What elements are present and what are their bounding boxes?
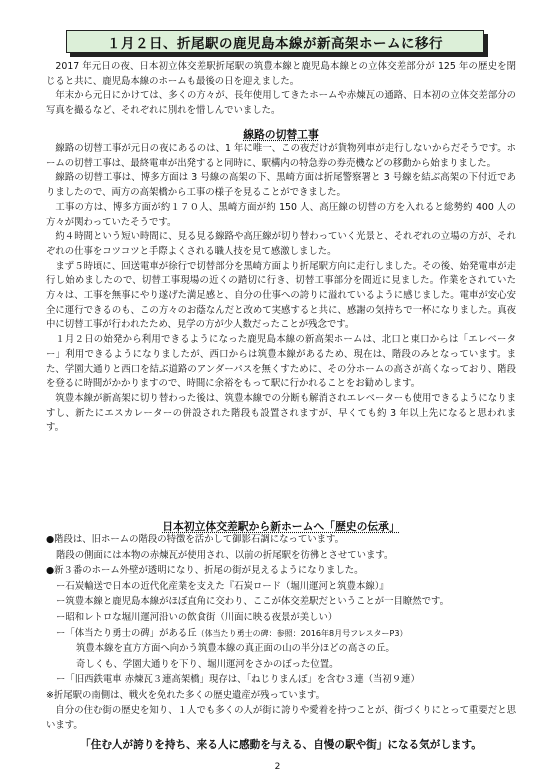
list-item: [46, 626, 516, 642]
section-heading: 線路の切替工事: [243, 128, 319, 141]
article-title: １月２日、折尾駅の鹿児島本線が新高架ホームに移行: [107, 35, 443, 52]
body-paragraph: 約４時間という短い時間に、見る見る線路や高圧線が切り替わっていく光景と、それぞれの立場の方が、それぞれの仕事をコツコツと手際よくされる職人技を見て感激しました。: [46, 231, 516, 257]
section-construction-body: [46, 142, 516, 436]
list-item: ー石炭輸送で日本の近代化産業を支えた『石炭ロード（堀川運河と筑豊本線）』: [56, 580, 389, 592]
history-list: [46, 532, 516, 704]
list-item: ー「旧西鉄電車 赤煉瓦３連高架橋」現存は、「ねじりまんぽ」を含む３連（当初９連）: [56, 674, 420, 686]
body-paragraph: 筑豊本線が新高架に切り替わった後は、筑豊本線での分断も解消されエレベーターも使用できるようになりますし、新たにエスカレーターの併設された階段も設置されますが、早くても約 3 年以上先になると思われます。: [46, 392, 516, 434]
list-item: 奇しくも、学園大通りを下り、堀川運河をさかのぼった位置。: [76, 658, 339, 670]
body-paragraph: １月２日の始発から利用できるようになった鹿児島本線の新高架ホームは、北口と東口からは「エレベーター」利用できるようになりましたが、西口からは筑豊本線があるため、現在は、階段のみとなっています。また、学園大通りと西口を結ぶ道路のアンダーパスを無くすために、その分ホームの高さが高くなっており、階段を登るに時間がかかりますので、時間に余裕をもって駅に行かれることをお勧めします。: [46, 334, 516, 390]
body-paragraph: まず５時頃に、回送電車が徐行で切替部分を黒崎方面より折尾駅方向に走行しました。その後、始発電車が走行し始めましたので、切替工事現場の近くの踏切に行き、切替工事部分を間近に見ました。作業をされていた方々は、工事を無事にやり遂げた満足感と、自分の仕事への誇りに溢れているように感じました。電車が安心安全に運行できるのも、この方々のお蔭なんだと改めて実感すると共に、感謝の気持ちで一杯になりました。真夜中に切替工事が行われたため、見学の方が少人数だったことが残念です。: [46, 260, 516, 331]
body-paragraph: 線路の切替工事が元日の夜にあるのは、1 年に唯一、この夜だけが貨物列車が走行しないからだそうです。ホームの切替工事は、最終電車が出発すると同時に、駅構内の特急券の券売機などの移動から始まりました。: [46, 143, 516, 169]
closing-statement-block: [46, 737, 516, 752]
list-item: ●階段は、旧ホームの階段の特徴を活かして御影石調になっています。: [46, 534, 345, 545]
closing-paragraph: 自分の住む街の歴史を知り、１人でも多くの人が街に誇りや愛着を持つことが、街づくりにとって重要だと思います。: [46, 705, 516, 731]
intro-block: [46, 60, 516, 119]
list-item: 筑豊本線を直方方面へ向かう筑豊本線の真正面の山の半分ほどの高さの丘。: [76, 643, 395, 655]
closing-block: [46, 704, 516, 733]
list-item-text: ー「体当たり勇士の碑」がある丘: [56, 627, 197, 639]
section-heading: 日本初立体交差駅から新ホームへ「歴史の伝承」: [162, 520, 400, 533]
list-item: 階段の側面には本物の赤煉瓦が使用され、以前の折尾駅を彷彿とさせています。: [56, 549, 394, 561]
intro-paragraph: 年末から元日にかけては、多くの方々が、長年使用してきたホームや赤煉瓦の通路、日本初の立体交差部分の写真を撮るなど、それぞれに別れを惜しんでいました。: [46, 90, 516, 117]
closing-statement: 「住む人が誇りを持ち、来る人に感動を与える、自慢の駅や街」になる気がします。: [80, 739, 482, 751]
page-number: 2: [274, 762, 281, 772]
intro-paragraph: 2017 年元日の夜、日本初立体交差駅折尾駅の筑豊本線と鹿児島本線との立体交差部分が 125 年の歴史を閉じると共に、鹿児島本線のホームも最後の日を迎えました。: [46, 61, 516, 87]
body-paragraph: 線路の切替工事は、博多方面は 3 号線の高架の下、黒崎方面は折尾警察署と 3 号線を結ぶ高架の下付近でありましたので、両方の高架橋から工事の様子を見ることができました。: [46, 172, 516, 199]
body-paragraph: 工事の方は、博多方面が約１７０人、黒崎方面が約 150 人、高圧線の切替の方を入れると総勢約 400 人の方々が関わっていたそうです。: [46, 201, 516, 228]
list-item: ー昭和レトロな堀川運河沿いの飲食街（川面に映る夜景が美しい）: [56, 611, 338, 623]
article-title-box: [66, 30, 484, 53]
list-item: ー筑豊本線と鹿児島本線がほぼ直角に交わり、ここが体交差駅だということが一目瞭然です。: [56, 596, 450, 608]
section-construction: [46, 127, 516, 142]
newsletter-page: [46, 0, 516, 784]
list-item: ※折尾駅の南側は、戦火を免れた多くの歴史遺産が残っています。: [46, 689, 325, 701]
list-item: ●新３番のホーム外壁が透明になり、折尾の街が見えるようになりました。: [46, 565, 364, 577]
list-item-note: （体当たり勇士の碑：参照：2016年8月号フレスターP3）: [196, 628, 408, 638]
